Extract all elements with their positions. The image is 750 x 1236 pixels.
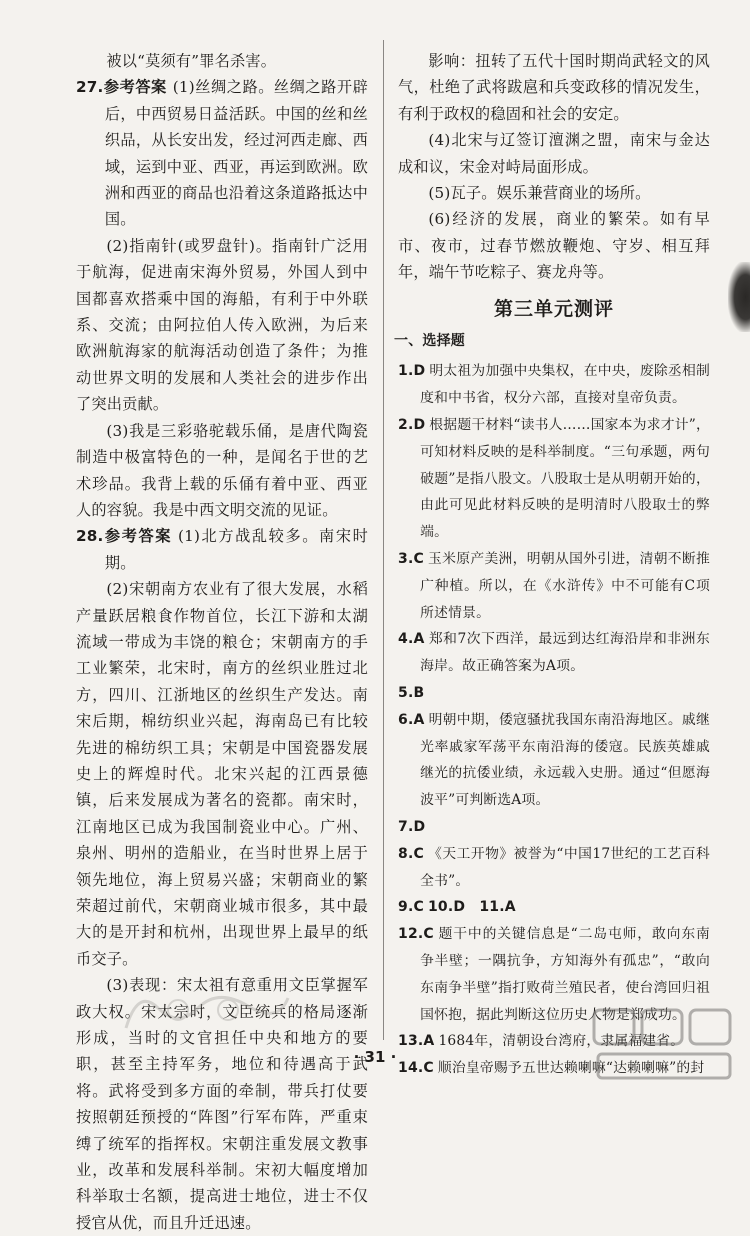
- answer-text: 玉米原产美洲，明朝从国外引进，清朝不断推广种植。所以，在《水浒传》中不可能有C项所述情景。: [420, 551, 710, 621]
- answer-text: 1684年，清朝设台湾府，隶属福建省。: [438, 1033, 685, 1050]
- q27-paragraph-3: (3)我是三彩骆驼载乐俑，是唐代陶瓷制造中极富特色的一种，是闻名于世的艺术珍品。我背上载的乐俑有着中亚、西亚人的容貌。我是中西文明交流的见证。: [76, 421, 368, 519]
- answer-number: 12.C: [398, 926, 434, 943]
- page-edge-stain: [728, 262, 750, 332]
- section-title: 第三单元测评: [493, 297, 614, 320]
- answer-list: [398, 358, 710, 1082]
- q27-paragraph-1: [76, 74, 368, 232]
- answer-text: 《天工开物》被誉为“中国17世纪的工艺百科全书”。: [420, 845, 710, 889]
- q28-text-1: (1)北方战乱较多。南宋时期。: [104, 527, 368, 572]
- q28-paragraph-4: (4)北宋与辽签订澶渊之盟，南宋与金达成和议，宋金对峙局面形成。: [398, 131, 710, 176]
- answer-item: [398, 841, 710, 895]
- answer-text: 题干中的关键信息是“二岛屯师，敢向东南争半壁；一隅抗争，方知海外有孤忠”，“敢向东南争半壁”指打败荷兰殖民者，使台湾回归祖国怀抱，据此判断这位历史人物是郑成功。: [420, 926, 710, 1023]
- answer-item: [398, 894, 710, 921]
- q28-paragraph-1: [76, 523, 368, 576]
- page-number: · 31 ·: [353, 1048, 397, 1066]
- continuation-text: 被以“莫须有”罪名杀害。: [106, 52, 277, 70]
- answer-number: 1.D: [398, 363, 426, 380]
- answer-item: [398, 707, 710, 814]
- answer-text: 顺治皇帝赐予五世达赖喇嘛“达赖喇嘛”的封: [437, 1060, 705, 1077]
- answer-item: [398, 680, 710, 707]
- column-divider: [383, 40, 384, 1040]
- q28-number: 28.: [76, 527, 104, 546]
- q28-paragraph-6: (6)经济的发展，商业的繁荣。如有早市、夜市，过春节燃放鞭炮、守岁、相互拜年，端午节吃粽子、赛龙舟等。: [398, 210, 710, 282]
- q28-continuation: [398, 48, 710, 286]
- answer-text: 明太祖为加强中央集权，在中央，废除丞相制度和中书省，权分六部，直接对皇帝负责。: [420, 363, 710, 407]
- question-28: [76, 523, 368, 1236]
- watermark-right-logo: [590, 1004, 740, 1084]
- answer-number: 8.C: [398, 845, 424, 862]
- answer-number: 5.B: [398, 685, 425, 702]
- q28-paragraph-5: (5)瓦子。娱乐兼营商业的场所。: [428, 184, 651, 203]
- answer-item: [398, 814, 710, 841]
- q28-impact-paragraph: 影响：扭转了五代十国时期尚武轻文的风气，杜绝了武将跋扈和兵变政移的情况发生，有利于政权的稳固和社会的安定。: [398, 52, 710, 123]
- q28-paragraph-3: (3)表现：宋太祖有意重用文臣掌握军政大权。宋太宗时，文臣统兵的格局逐渐形成，当时的文官担任中央和地方的要职，甚至主持军务，地位和待遇高于武将。武将受到多方面的牵制，带兵打仗要按照朝廷预授的“阵图”行军布阵，严重束缚了统军的指挥权。宋朝注重发展文教事业，改革和发展科举制。宋初大幅度增加科举取士名额，提高进士地位，进士不仅授官从优，而且升迁迅速。: [76, 976, 368, 1232]
- question-27: [76, 74, 368, 523]
- right-column: [394, 48, 710, 1082]
- answer-text: 郑和7次下西洋，最远到达红海沿岸和非洲东海岸。故正确答案为A项。: [420, 631, 710, 675]
- q27-number: 27.: [76, 78, 104, 97]
- answer-number: 2.D: [398, 417, 426, 434]
- answer-text: 10.D 11.A: [427, 899, 516, 916]
- q27-label: 参考答案: [103, 78, 167, 97]
- answer-item: [398, 412, 710, 546]
- answer-text: 根据题干材料“读书人……国家本为求才计”，可知材料反映的是科举制度。“三句承题，两句破题”是指八股文。八股取士是从明朝开始的，由此可见此材料反映的是明清时八股取士的弊端。: [420, 417, 710, 541]
- q27-text-1: (1)丝绸之路。丝绸之路开辟后，中西贸易日益活跃。中国的丝和丝织品，从长安出发，经过河西走廊、西域，运到中亚、西亚，再运到欧洲。欧洲和西亚的商品也沿着这条道路抵达中国。: [104, 78, 368, 229]
- answer-number: 4.A: [398, 631, 425, 648]
- q27-paragraph-2: (2)指南针(或罗盘针)。指南针广泛用于航海，促进南宋海外贸易，外国人到中国都喜欢搭乘中国的海船，有利于中外联系、交流；由阿拉伯人传入欧洲，为后来欧洲航海家的航海活动创造了条件；为推动世界文明的发展和人类社会的进步作出了突出贡献。: [76, 236, 368, 414]
- answer-number: 14.C: [398, 1060, 434, 1077]
- q28-label: 参考答案: [103, 527, 173, 546]
- answer-number: 13.A: [398, 1033, 435, 1050]
- answer-item: [398, 546, 710, 626]
- answer-number: 3.C: [398, 551, 424, 568]
- section-subtitle: 一、选择题: [394, 333, 465, 350]
- answer-text: 明朝中期，倭寇骚扰我国东南沿海地区。戚继光率戚家军荡平东南沿海的倭寇。民族英雄戚继光的抗倭业绩，永远载入史册。通过“但愿海波平”可判断选A项。: [420, 711, 710, 809]
- answer-number: 7.D: [398, 819, 426, 836]
- answer-number: 6.A: [398, 711, 425, 728]
- answer-item: [398, 626, 710, 680]
- answer-number: 9.C: [398, 899, 424, 916]
- q28-paragraph-2: (2)宋朝南方农业有了很大发展，水稻产量跃居粮食作物首位，长江下游和太湖流域一带成为丰饶的粮仓；宋朝南方的手工业繁荣，北宋时，南方的丝织业胜过北方，四川、江浙地区的丝织生产发达。南宋后期，棉纺织业兴起，海南岛已有比较先进的棉纺织工具；宋朝是中国瓷器发展史上的辉煌时代。北宋兴起的江西景德镇，后来发展成为著名的瓷都。南宋时，江南地区已成为我国制瓷业中心。广州、泉州、明州的造船业，在当时世界上居于领先地位，海上贸易兴盛；宋朝商业的繁荣超过前代，宋朝商业城市很多，其中最大的是开封和杭州，出现世界上最早的纸币交子。: [76, 580, 368, 968]
- watermark-left-logo: [118, 978, 298, 1038]
- answer-item: [398, 358, 710, 412]
